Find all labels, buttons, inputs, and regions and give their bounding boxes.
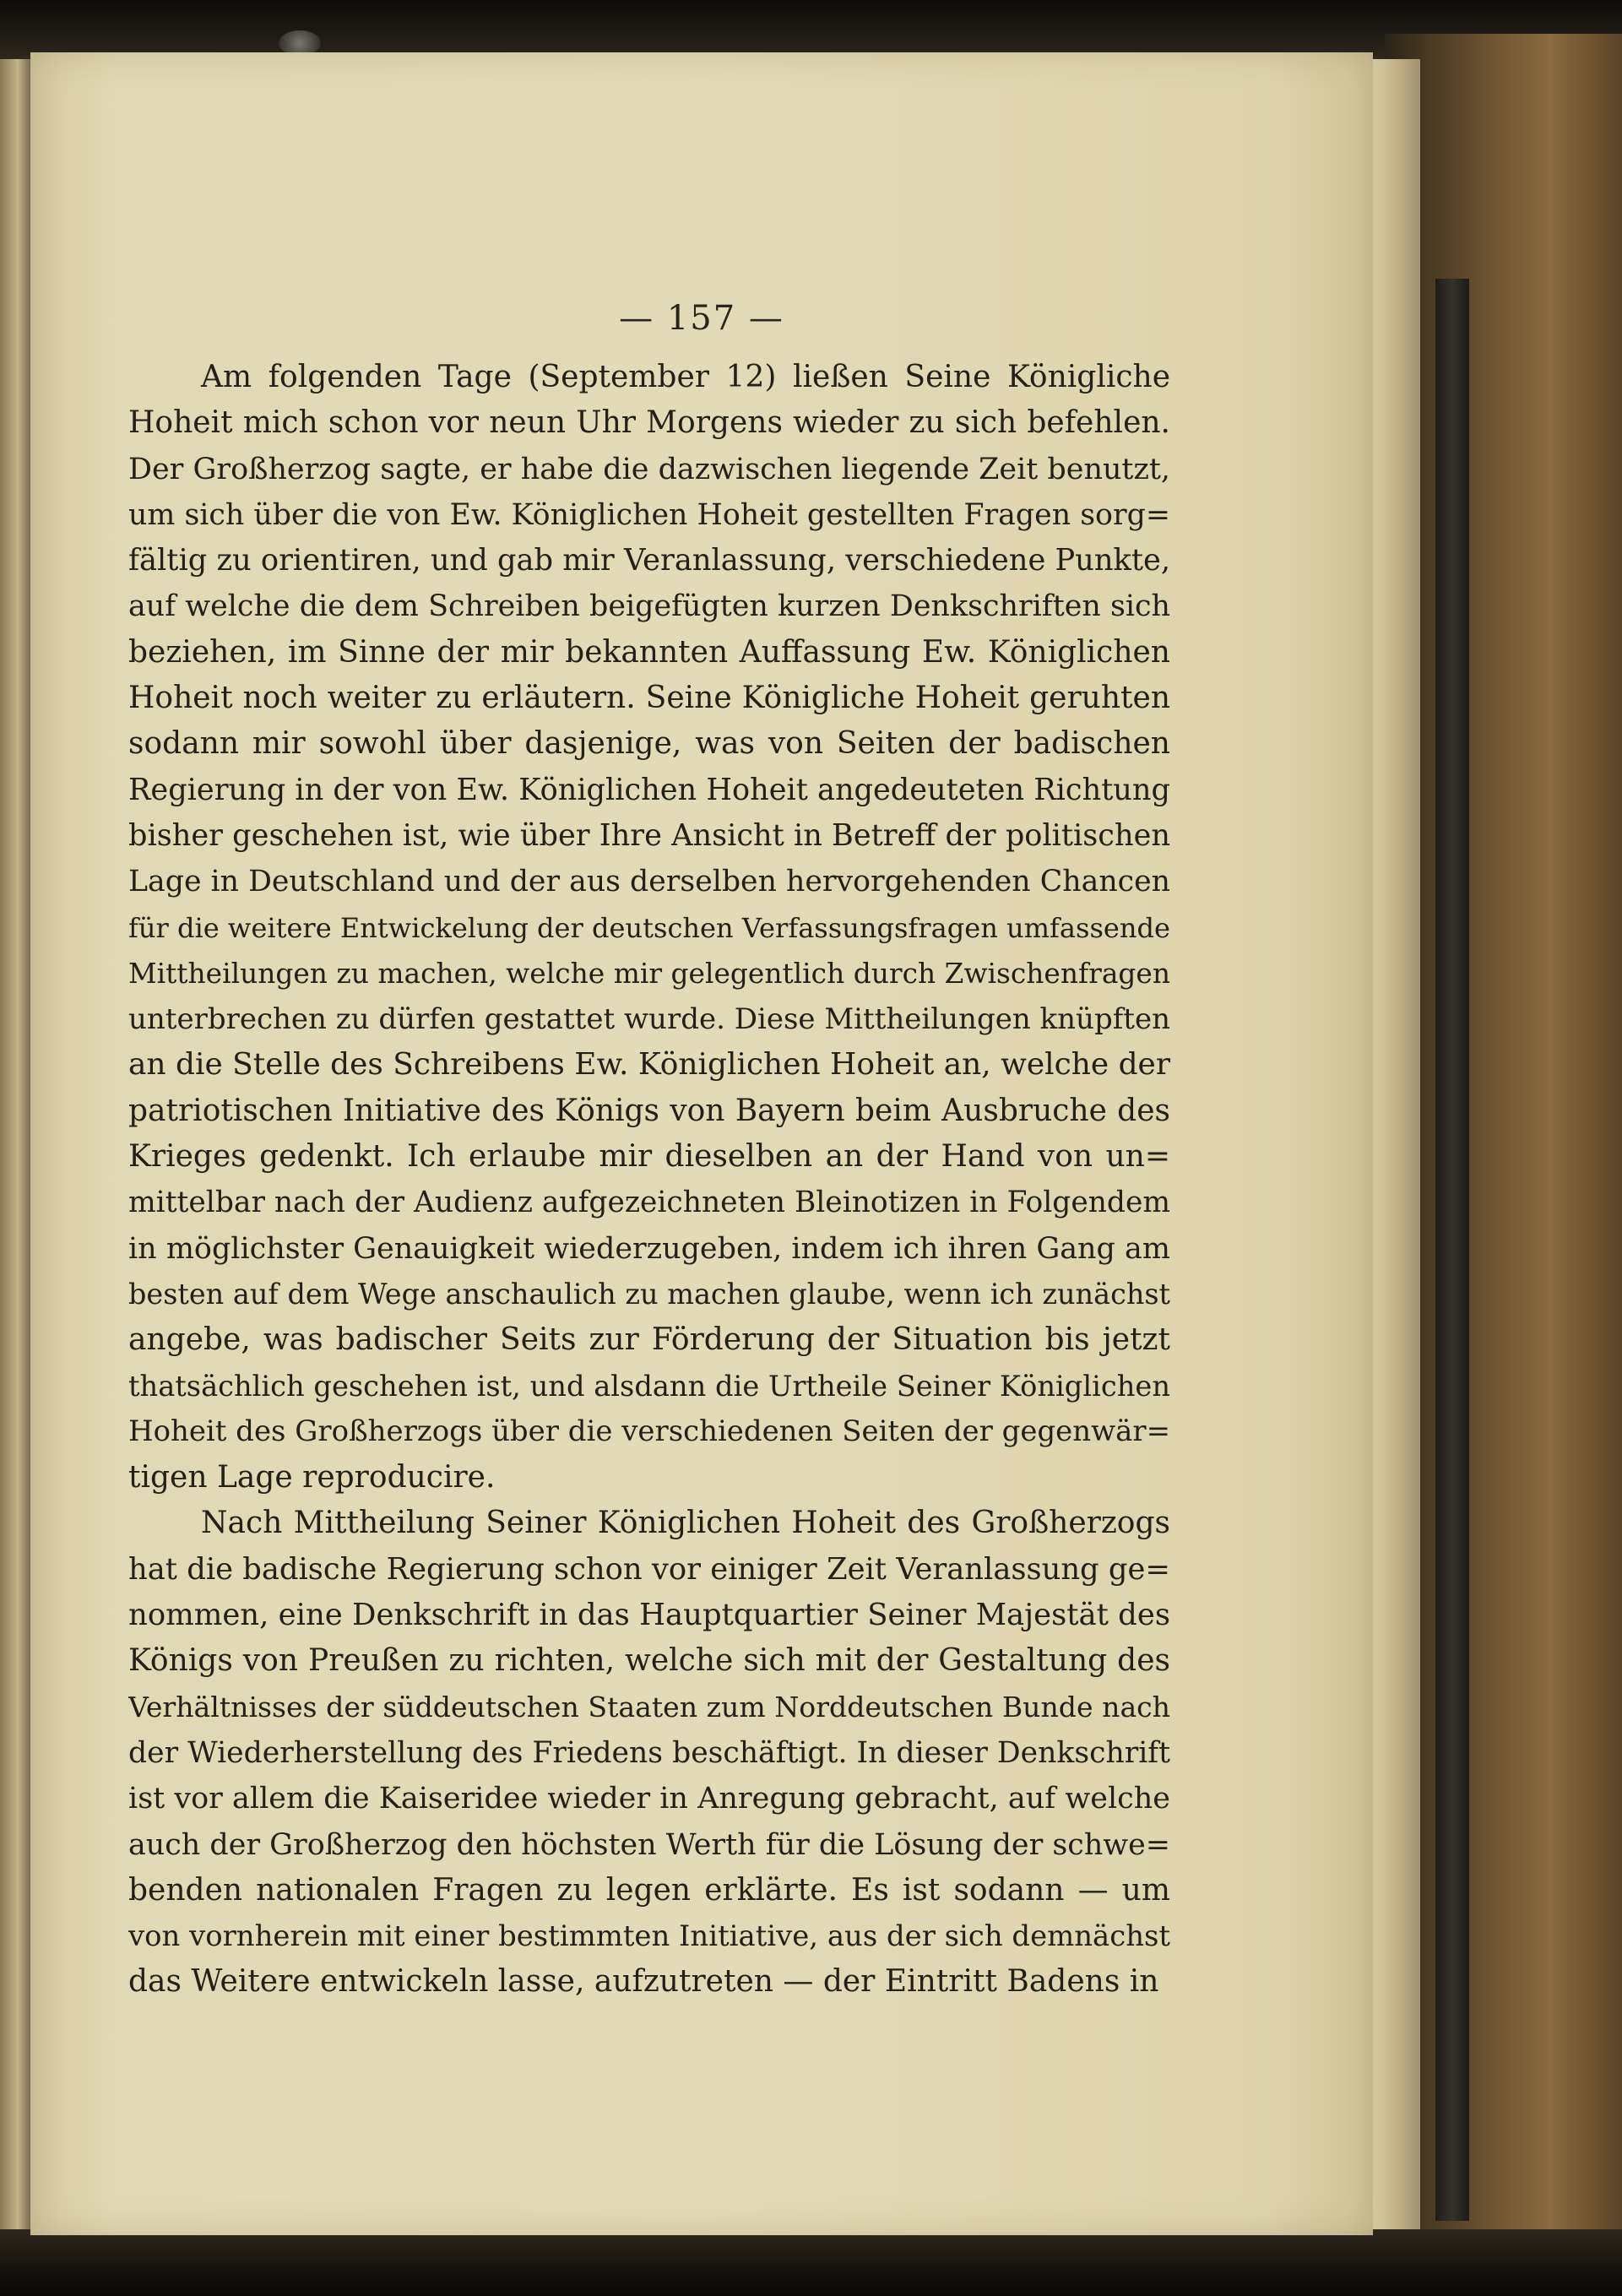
text-line: Am folgenden Tage (September 12) ließen Seine Königliche bbox=[201, 360, 1170, 394]
text-line: bisher geschehen ist, wie über Ihre Ansicht in Betreff der politischen bbox=[128, 817, 1170, 853]
text-line: der Wiederherstellung des Friedens beschäftigt. In dieser Denkschrift bbox=[128, 1735, 1170, 1770]
text-line: Krieges gedenkt. Ich erlaube mir dieselben an der Hand von un= bbox=[128, 1139, 1170, 1175]
text-line: Nach Mittheilung Seiner Königlichen Hoheit des Großherzogs bbox=[201, 1506, 1170, 1541]
text-line: Hoheit noch weiter zu erläutern. Seine Königliche Hoheit geruhten bbox=[128, 681, 1170, 716]
text-line: Verhältnisses der süddeutschen Staaten zum Norddeutschen Bunde nach bbox=[128, 1690, 1170, 1723]
text-line: um sich über die von Ew. Königlichen Hoheit gestellten Fragen sorg= bbox=[128, 497, 1170, 532]
text-line: angebe, was badischer Seits zur Förderung der Situation bis jetzt bbox=[128, 1322, 1170, 1358]
text-line: patriotischen Initiative des Königs von Bayern beim Ausbruche des bbox=[128, 1093, 1170, 1128]
paragraph bbox=[128, 1501, 1170, 2005]
page-number: — 157 — bbox=[619, 299, 784, 338]
text-line: unterbrechen zu dürfen gestattet wurde. Diese Mittheilungen knüpften bbox=[128, 1002, 1170, 1037]
text-line: Mittheilungen zu machen, welche mir gelegentlich durch Zwischenfragen bbox=[128, 957, 1170, 990]
previous-page-edge bbox=[0, 59, 32, 2255]
text-line: Regierung in der von Ew. Königlichen Hoheit angedeuteten Richtung bbox=[128, 772, 1170, 807]
text-line: in möglichster Genauigkeit wiederzugeben, indem ich ihren Gang am bbox=[128, 1231, 1170, 1266]
text-line: für die weitere Entwickelung der deutschen Verfassungsfragen umfassende bbox=[128, 911, 1170, 944]
page-body-text bbox=[128, 355, 1170, 2006]
text-line: Der Großherzog sagte, er habe die dazwischen liegende Zeit benutzt, bbox=[128, 452, 1170, 486]
text-line: Hoheit des Großherzogs über die verschiedenen Seiten der gegenwär= bbox=[128, 1414, 1170, 1448]
text-line: besten auf dem Wege anschaulich zu machen glaube, wenn ich zunächst bbox=[128, 1277, 1170, 1311]
book-cover-edge bbox=[1385, 34, 1622, 2296]
text-line: das Weitere entwickeln lasse, aufzutreten — der Eintritt Badens in bbox=[128, 1964, 1159, 2000]
text-line: hat die badische Regierung schon vor einiger Zeit Veranlassung ge= bbox=[128, 1551, 1170, 1587]
text-line: ist vor allem die Kaiseridee wieder in Anregung gebracht, auf welche bbox=[128, 1782, 1170, 1816]
text-line: Königs von Preußen zu richten, welche sich mit der Gestaltung des bbox=[128, 1643, 1170, 1679]
text-line: Lage in Deutschland und der aus derselben hervorgehenden Chancen bbox=[128, 865, 1170, 899]
text-line: beziehen, im Sinne der mir bekannten Auffassung Ew. Königlichen bbox=[128, 634, 1170, 670]
text-line: von vornherein mit einer bestimmten Initiative, aus der sich demnächst bbox=[128, 1919, 1170, 1953]
book-page bbox=[30, 52, 1373, 2235]
text-line: fältig zu orientiren, und gab mir Veranlassung, verschiedene Punkte, bbox=[128, 543, 1170, 578]
text-line: an die Stelle des Schreibens Ew. Königlichen Hoheit an, welche der bbox=[128, 1047, 1170, 1083]
text-line: Hoheit mich schon vor neun Uhr Morgens wieder zu sich befehlen. bbox=[128, 405, 1170, 441]
binding-bottom-edge bbox=[0, 2229, 1622, 2296]
text-line: tigen Lage reproducire. bbox=[128, 1460, 496, 1495]
text-line: auch der Großherzog den höchsten Werth für die Lösung der schwe= bbox=[128, 1827, 1170, 1862]
text-line: benden nationalen Fragen zu legen erklärte. Es ist sodann — um bbox=[128, 1872, 1170, 1908]
paragraph bbox=[128, 355, 1170, 1501]
text-line: mittelbar nach der Audienz aufgezeichneten Bleinotizen in Folgendem bbox=[128, 1186, 1170, 1220]
text-line: auf welche die dem Schreiben beigefügten kurzen Denkschriften sich bbox=[128, 589, 1170, 624]
cover-spine-band bbox=[1435, 279, 1469, 2221]
text-line: thatsächlich geschehen ist, und alsdann die Urtheile Seiner Königlichen bbox=[128, 1369, 1170, 1403]
text-line: nommen, eine Denkschrift in das Hauptquartier Seiner Majestät des bbox=[128, 1598, 1170, 1633]
text-line: sodann mir sowohl über dasjenige, was von Seiten der badischen bbox=[128, 726, 1170, 762]
